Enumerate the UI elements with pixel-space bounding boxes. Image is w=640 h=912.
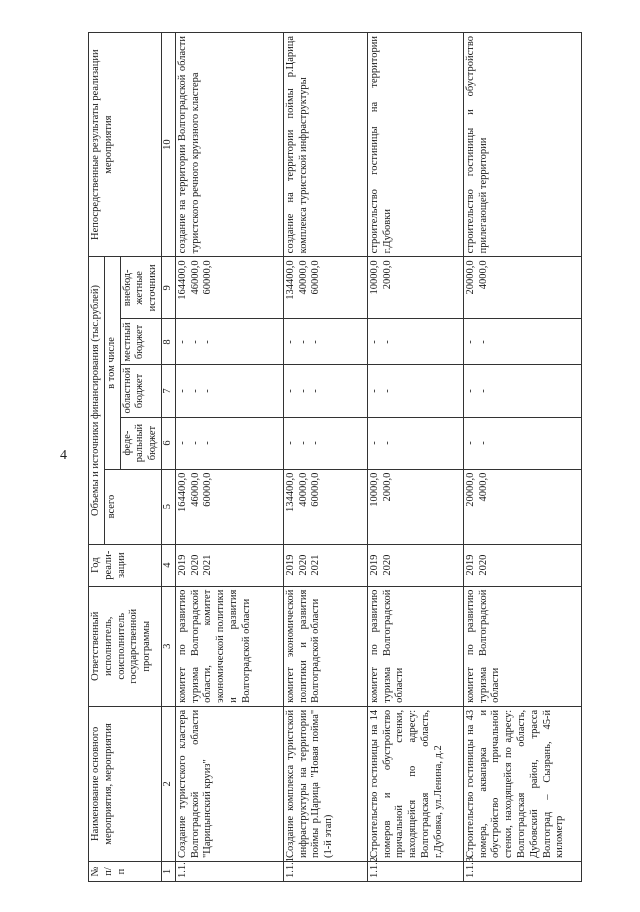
row-num: 1.1.1. — [283, 861, 367, 881]
row-name: Строительство гостиницы на 43 номера, аквапарка и обустройство причальной стенки, находящейся по адресу: Волгоградская область, Дубовский район, трасса Волгоград – Сызрань, 45-й километр — [463, 706, 581, 861]
header-num: № п/п — [89, 861, 162, 881]
table-row — [367, 33, 463, 882]
row-executor: комитет по развитию туризма Волгоградской области, комитет экономической политики и развития Волгоградской области — [175, 586, 283, 706]
header-federal: феде- ральный бюджет — [120, 417, 161, 469]
column-number: 7 — [161, 365, 175, 417]
row-name: Строительство гостиницы на 14 номеров и обустройство причальной стенки, находящейся по адресу: Волгоградская область, г.Дубовка, ул.Ленина, д.2 — [367, 706, 463, 861]
column-number: 6 — [161, 417, 175, 469]
row-local: - - — [367, 319, 463, 365]
row-years: 2019 2020 — [367, 544, 463, 586]
row-total: 10000,0 2000,0 — [367, 469, 463, 544]
row-total: 164400,0 46000,0 60000,0 — [175, 469, 283, 544]
row-years: 2019 2020 — [463, 544, 581, 586]
header-executor: Ответственный исполнитель, соисполнитель государственной программы — [89, 586, 162, 706]
row-years: 2019 2020 2021 — [283, 544, 367, 586]
table-row — [463, 33, 581, 882]
row-regional: - - - — [175, 365, 283, 417]
column-number: 9 — [161, 257, 175, 319]
table-row — [283, 33, 367, 882]
row-years: 2019 2020 2021 — [175, 544, 283, 586]
header-including: в том числе — [104, 257, 120, 469]
table-row — [175, 33, 283, 882]
page-number: 4 — [60, 448, 67, 463]
row-num: 1.1.2. — [367, 861, 463, 881]
row-local: - - — [463, 319, 581, 365]
program-measures-table — [88, 32, 582, 882]
column-number: 2 — [161, 706, 175, 861]
row-total: 20000,0 4000,0 — [463, 469, 581, 544]
column-number: 8 — [161, 319, 175, 365]
header-result: Непосредственные результаты реализации мероприятия — [89, 33, 162, 257]
row-regional: - - — [367, 365, 463, 417]
row-federal: - - — [367, 417, 463, 469]
row-num: 1.1. — [175, 861, 283, 881]
row-result: строительство гостиницы и обустройство прилегающей территории — [463, 33, 581, 257]
row-extrabudget: 20000,0 4000,0 — [463, 257, 581, 319]
column-number: 10 — [161, 33, 175, 257]
column-number: 5 — [161, 469, 175, 544]
header-extrabudget: внебюд- жетные источники — [120, 257, 161, 319]
header-year: Год реали- зации — [89, 544, 162, 586]
row-name: Создание комплекса туристской инфраструктуры на территории поймы р.Царица "Новая пойма" (1-й этап) — [283, 706, 367, 861]
row-regional: - - — [463, 365, 581, 417]
header-name: Наименование основного мероприятия, мероприятия — [89, 706, 162, 861]
row-local: - - - — [283, 319, 367, 365]
row-federal: - - - — [175, 417, 283, 469]
row-executor: комитет экономической политики и развития Волгоградской области — [283, 586, 367, 706]
row-name: Создание туристского кластера Волгоградской области "Царицынский круиз" — [175, 706, 283, 861]
row-extrabudget: 164400,0 46000,0 60000,0 — [175, 257, 283, 319]
row-regional: - - - — [283, 365, 367, 417]
row-result: создание на территории Волгоградской области туристского речного круизного кластера — [175, 33, 283, 257]
row-federal: - - - — [283, 417, 367, 469]
column-number: 4 — [161, 544, 175, 586]
row-executor: комитет по развитию туризма Волгоградской области — [463, 586, 581, 706]
row-local: - - - — [175, 319, 283, 365]
row-total: 134400,0 40000,0 60000,0 — [283, 469, 367, 544]
header-volume-group: Объемы и источники финансирования (тыс.рублей) — [89, 257, 105, 544]
row-result: создание на территории поймы р.Царица комплекса туристской инфраструктуры — [283, 33, 367, 257]
row-result: строительство гостиницы на территории г.Дубовки — [367, 33, 463, 257]
header-total: всего — [104, 469, 161, 544]
row-federal: - - — [463, 417, 581, 469]
row-extrabudget: 134400,0 40000,0 60000,0 — [283, 257, 367, 319]
header-local: местный бюджет — [120, 319, 161, 365]
column-number: 1 — [161, 861, 175, 881]
row-num: 1.1.3. — [463, 861, 581, 881]
header-regional: областной бюджет — [120, 365, 161, 417]
column-number: 3 — [161, 586, 175, 706]
rotated-table-container — [88, 32, 608, 882]
row-executor: комитет по развитию туризма Волгоградской области — [367, 586, 463, 706]
row-extrabudget: 10000,0 2000,0 — [367, 257, 463, 319]
